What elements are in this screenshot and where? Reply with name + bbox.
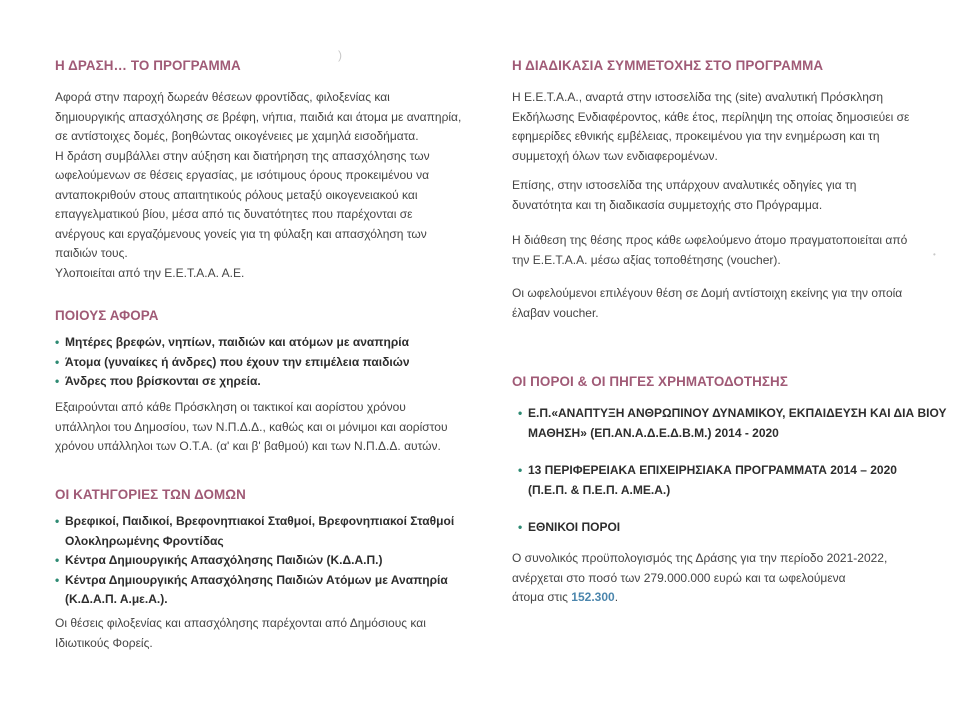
text-line: Οι θέσεις φιλοξενίας και απασχόλησης παρέχονται από Δημόσιους και	[55, 616, 426, 630]
section-title-program: Η ΔΡΑΣΗ… ΤΟ ΠΡΟΓΡΑΜΜΑ	[55, 58, 241, 73]
text-line: συμμετοχή όλων των ενδιαφερομένων.	[512, 148, 718, 163]
scan-mark: )	[338, 48, 342, 62]
list-item: • Κέντρα Δημιουργικής Απασχόλησης Παιδιών (Κ.Δ.Α.Π.)	[55, 551, 475, 571]
exclusions-text	[55, 398, 475, 457]
participation-paragraph-4	[512, 284, 920, 323]
text-line: ανέργους και εργαζόμενους γονείς για τη φύλαξη και απασχόληση των	[55, 226, 427, 241]
bullet-icon: •	[55, 572, 60, 587]
list-item: • Άνδρες που βρίσκονται σε χηρεία.	[55, 372, 475, 392]
list-item: • ΕΘΝΙΚΟΙ ΠΟΡΟΙ	[518, 518, 920, 538]
section-title-funding: ΟΙ ΠΟΡΟΙ & ΟΙ ΠΗΓΕΣ ΧΡΗΜΑΤΟΔΟΤΗΣΗΣ	[512, 374, 788, 389]
text-line: Εξαιρούνται από κάθε Πρόσκληση οι τακτικοί και αορίστου χρόνου	[55, 400, 406, 414]
text-line: ανταποκριθούν στους απαιτητικούς ρόλους μεταξύ οικογενειακού και	[55, 187, 418, 202]
list-item: • Κέντρα Δημιουργικής Απασχόλησης Παιδιών Ατόμων με Αναπηρία (Κ.Δ.Α.Π. Α.με.Α.).	[55, 572, 448, 606]
bullet-icon: •	[55, 354, 60, 369]
section-title-categories: ΟΙ ΚΑΤΗΓΟΡΙΕΣ ΤΩΝ ΔΟΜΩΝ	[55, 487, 246, 502]
text-line: Εκδήλωσης Ενδιαφέροντος, κάθε έτος, περίληψη της οποίας δημοσιεύει σε	[512, 109, 910, 124]
text-line: επαγγελματικού βίου, μέσα από τις δυνατότητες που παρέχονται σε	[55, 207, 413, 221]
bullet-icon: •	[518, 463, 523, 477]
text-line: Η Ε.Ε.Τ.Α.Α., αναρτά στην ιστοσελίδα της (site) αναλυτική Πρόσκληση	[512, 90, 884, 104]
text-line: ανέρχεται στο ποσό των 279.000.000 ευρώ και τα ωφελούμενα	[512, 570, 846, 585]
participation-paragraph-2	[512, 176, 920, 215]
beneficiaries-list	[55, 333, 475, 392]
list-item: • Βρεφικοί, Παιδικοί, Βρεφονηπιακοί Σταθμοί, Βρεφονηπιακοί Σταθμοί Ολοκληρωμένης Φροντίδας	[55, 514, 455, 548]
text-line: Ιδιωτικούς Φορείς.	[55, 635, 153, 650]
text-line: σε αντίστοιχες δομές, βοηθώντας οικογένειες με χαμηλά εισοδήματα.	[55, 129, 419, 143]
participation-paragraph-3	[512, 231, 920, 270]
program-description	[55, 88, 475, 283]
budget-prefix: άτομα στις	[512, 590, 572, 604]
list-item: • Άτομα (γυναίκες ή άνδρες) που έχουν την επιμέλεια παιδιών	[55, 353, 475, 373]
scan-mark: •	[933, 250, 936, 259]
budget-text	[512, 549, 920, 608]
list-item: • Μητέρες βρεφών, νηπίων, παιδιών και ατόμων με αναπηρία	[55, 333, 475, 353]
budget-suffix: .	[614, 590, 619, 604]
bullet-icon: •	[55, 514, 60, 528]
section-title-participation: Η ΔΙΑΔΙΚΑΣΙΑ ΣΥΜΜΕΤΟΧΗΣ ΣΤΟ ΠΡΟΓΡΑΜΜΑ	[512, 58, 824, 73]
bullet-icon: •	[55, 374, 60, 388]
text-line: Οι ωφελούμενοι επιλέγουν θέση σε Δομή αντίστοιχη εκείνης για την οποία	[512, 286, 903, 300]
text-line: παιδιών τους.	[55, 246, 128, 260]
text-line: την Ε.Ε.Τ.Α.Α. μέσω αξίας τοποθέτησης (voucher).	[512, 252, 781, 267]
providers-text	[55, 614, 475, 653]
bullet-icon: •	[55, 553, 60, 567]
beneficiaries-count: 152.300	[571, 590, 615, 604]
text-line: χρόνου υπάλληλοι των Ο.Τ.Α. (α' και β' βαθμού) και των Ν.Π.Δ.Δ. αυτών.	[55, 439, 441, 453]
text-line: υπάλληλοι του Δημοσίου, των Ν.Π.Δ.Δ., καθώς και οι μόνιμοι και αορίστου	[55, 419, 448, 434]
text-line: Ο συνολικός προϋπολογισμός της Δράσης για την περίοδο 2021-2022,	[512, 551, 888, 565]
text-line: Επίσης, στην ιστοσελίδα της υπάρχουν αναλυτικές οδηγίες για τη	[512, 178, 857, 192]
funding-list	[518, 404, 947, 538]
participation-paragraph-1	[512, 88, 920, 166]
text-line: ωφελούμενων σε θέσεις εργασίας, με ισότιμους όρους προκειμένου να	[55, 168, 430, 182]
list-item: • Ε.Π.«ΑΝΑΠΤΥΞΗ ΑΝΘΡΩΠΙΝΟΥ ΔΥΝΑΜΙΚΟΥ, ΕΚΠΑΙΔΕΥΣΗ ΚΑΙ ΔΙΑ ΒΙΟΥ ΜΑΘΗΣΗ» (ΕΠ.ΑΝ.Α.Δ.Ε.Δ.Β.Μ.) 2014 - 2020	[518, 406, 947, 440]
text-line: έλαβαν voucher.	[512, 305, 599, 320]
section-title-beneficiaries: ΠΟΙΟΥΣ ΑΦΟΡΑ	[55, 308, 159, 323]
text-line: δυνατότητα και τη διαδικασία συμμετοχής στο Πρόγραμμα.	[512, 197, 823, 212]
bullet-icon: •	[518, 406, 523, 420]
text-line: εφημερίδες εθνικής εμβέλειας, προκειμένου για την ενημέρωση και τη	[512, 129, 880, 143]
bullet-icon: •	[518, 520, 523, 534]
list-item: • 13 ΠΕΡΙΦΕΡΕΙΑΚΑ ΕΠΙΧΕΙΡΗΣΙΑΚΑ ΠΡΟΓΡΑΜΜΑΤΑ 2014 – 2020 (Π.Ε.Π. & Π.Ε.Π. Α.ΜΕ.Α.)	[518, 463, 897, 497]
text-line: Αφορά στην παροχή δωρεάν θέσεων φροντίδας, φιλοξενίας και	[55, 90, 390, 104]
text-line	[512, 588, 920, 608]
text-line: Υλοποιείται από την Ε.Ε.Τ.Α.Α. Α.Ε.	[55, 265, 245, 280]
bullet-icon: •	[55, 335, 60, 349]
text-line: Η διάθεση της θέσης προς κάθε ωφελούμενο άτομο πραγματοποιείται από	[512, 233, 908, 247]
categories-list	[55, 512, 475, 610]
text-line: δημιουργικής απασχόλησης σε βρέφη, νήπια, παιδιά και άτομα με αναπηρία,	[55, 109, 462, 124]
text-line: Η δράση συμβάλλει στην αύξηση και διατήρηση της απασχόλησης των	[55, 148, 430, 163]
